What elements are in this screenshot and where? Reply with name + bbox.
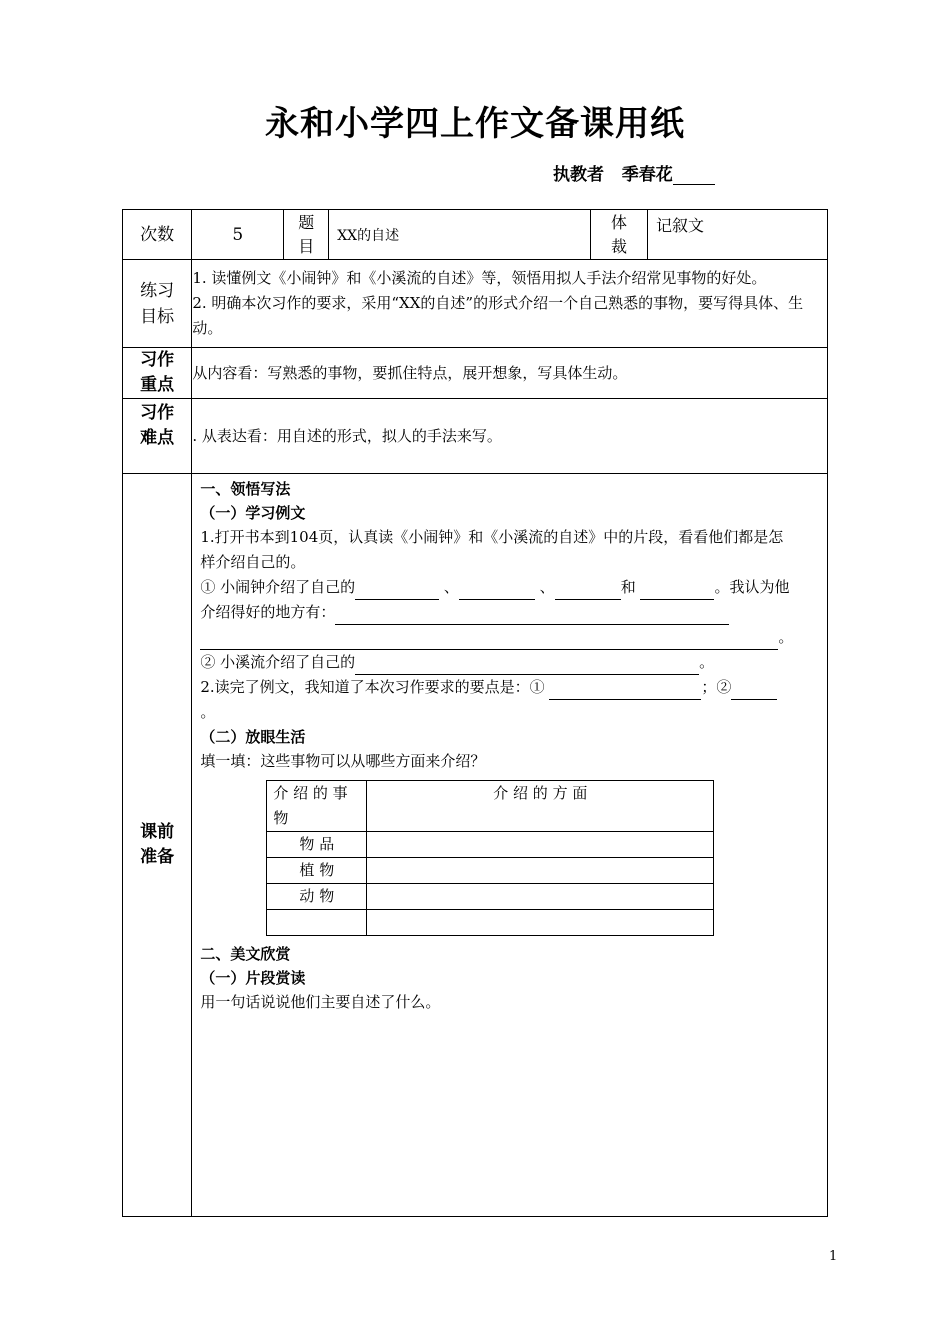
inner-head-right: 介 绍 的 方 面	[367, 781, 714, 832]
question-2-line: ② 小溪流介绍了自己的 。	[200, 650, 819, 675]
intro-aspects-table	[266, 780, 714, 936]
goals-label: 练习 目标	[123, 260, 192, 348]
blank[interactable]	[459, 583, 535, 600]
inner-row	[267, 884, 714, 910]
goals-row	[123, 260, 828, 348]
prep-para-1b: 样介绍自己的。	[200, 553, 306, 571]
goal-line-2: 2. 明确本次习作的要求，采用“XX的自述”的形式介绍一个自己熟悉的事物，要写得具体、生	[192, 294, 804, 312]
genre-value: 记叙文	[648, 210, 828, 260]
question-1-line-c: 。	[200, 625, 819, 650]
author-label: 执教者	[553, 165, 604, 185]
inner-header-row	[267, 781, 714, 832]
inner-row-cell[interactable]	[367, 858, 714, 884]
inner-row-label: 动 物	[267, 884, 367, 910]
count-value: 5	[192, 210, 284, 260]
blank[interactable]	[335, 608, 729, 625]
page-title: 永和小学四上作文备课用纸	[265, 104, 685, 144]
blank[interactable]	[731, 683, 777, 700]
blank[interactable]	[355, 658, 699, 675]
section-1-2-heading: （二）放眼生活	[200, 728, 306, 746]
prep-para-1a: 1.打开书本到104页，认真读《小闹钟》和《小溪流的自述》中的片段，看看他们都是怎	[200, 528, 784, 546]
blank[interactable]	[200, 633, 778, 650]
inner-row	[267, 910, 714, 936]
section-1-1-heading: （一）学习例文	[200, 504, 306, 522]
blank[interactable]	[555, 583, 621, 600]
prep-para-2-end: 。	[200, 703, 216, 721]
header-row	[123, 210, 828, 260]
fill-prompt: 填一填：这些事物可以从哪些方面来介绍？	[200, 752, 486, 770]
key-point-label: 习作 重点	[123, 348, 192, 399]
inner-row-cell[interactable]	[367, 832, 714, 858]
author-underline	[673, 169, 715, 185]
difficulty-text: . 从表达看：用自述的形式，拟人的手法来写。	[192, 399, 828, 474]
section-2-text: 用一句话说说他们主要自述了什么。	[200, 993, 441, 1011]
author-name: 季春花	[621, 165, 673, 185]
inner-row-label	[267, 910, 367, 936]
section-2-heading: 二、美文欣赏	[200, 945, 291, 963]
author-line	[553, 160, 715, 185]
blank[interactable]	[549, 683, 701, 700]
inner-row	[267, 832, 714, 858]
prep-para-2: 2.读完了例文，我知道了本次习作要求的要点是：① ；②	[200, 675, 819, 700]
goal-line-3: 动。	[192, 319, 223, 337]
question-1-line-b: 介绍得好的地方有：	[200, 600, 819, 625]
goals-content	[192, 260, 828, 348]
key-point-row	[123, 348, 828, 399]
inner-row-cell[interactable]	[367, 884, 714, 910]
inner-row-label: 物 品	[267, 832, 367, 858]
key-point-text: 从内容看：写熟悉的事物，要抓住特点，展开想象，写具体生动。	[192, 348, 828, 399]
topic-label: 题 目	[284, 210, 329, 260]
blank[interactable]	[355, 583, 439, 600]
count-label: 次数	[123, 210, 192, 260]
topic-value: XX的自述	[329, 210, 591, 260]
inner-row-cell[interactable]	[367, 910, 714, 936]
prep-label: 课前 准备	[123, 474, 192, 1217]
page-number: 1	[829, 1249, 838, 1264]
goal-line-1: 1. 读懂例文《小闹钟》和《小溪流的自述》等，领悟用拟人手法介绍常见事物的好处。	[192, 269, 767, 287]
prep-content	[192, 474, 828, 1217]
lesson-plan-table	[122, 209, 828, 1217]
inner-head-left: 介 绍 的 事 物	[267, 781, 367, 832]
blank[interactable]	[640, 583, 714, 600]
difficulty-row	[123, 399, 828, 474]
section-1-heading: 一、领悟写法	[200, 480, 291, 498]
question-1-line-a: ① 小闹钟介绍了自己的 、 、 和 。我认为他	[200, 575, 819, 600]
inner-row	[267, 858, 714, 884]
difficulty-label: 习作 难点	[123, 399, 192, 474]
section-2-1-heading: （一）片段赏读	[200, 969, 306, 987]
prep-row	[123, 474, 828, 1217]
genre-label: 体 裁	[591, 210, 648, 260]
inner-row-label: 植 物	[267, 858, 367, 884]
